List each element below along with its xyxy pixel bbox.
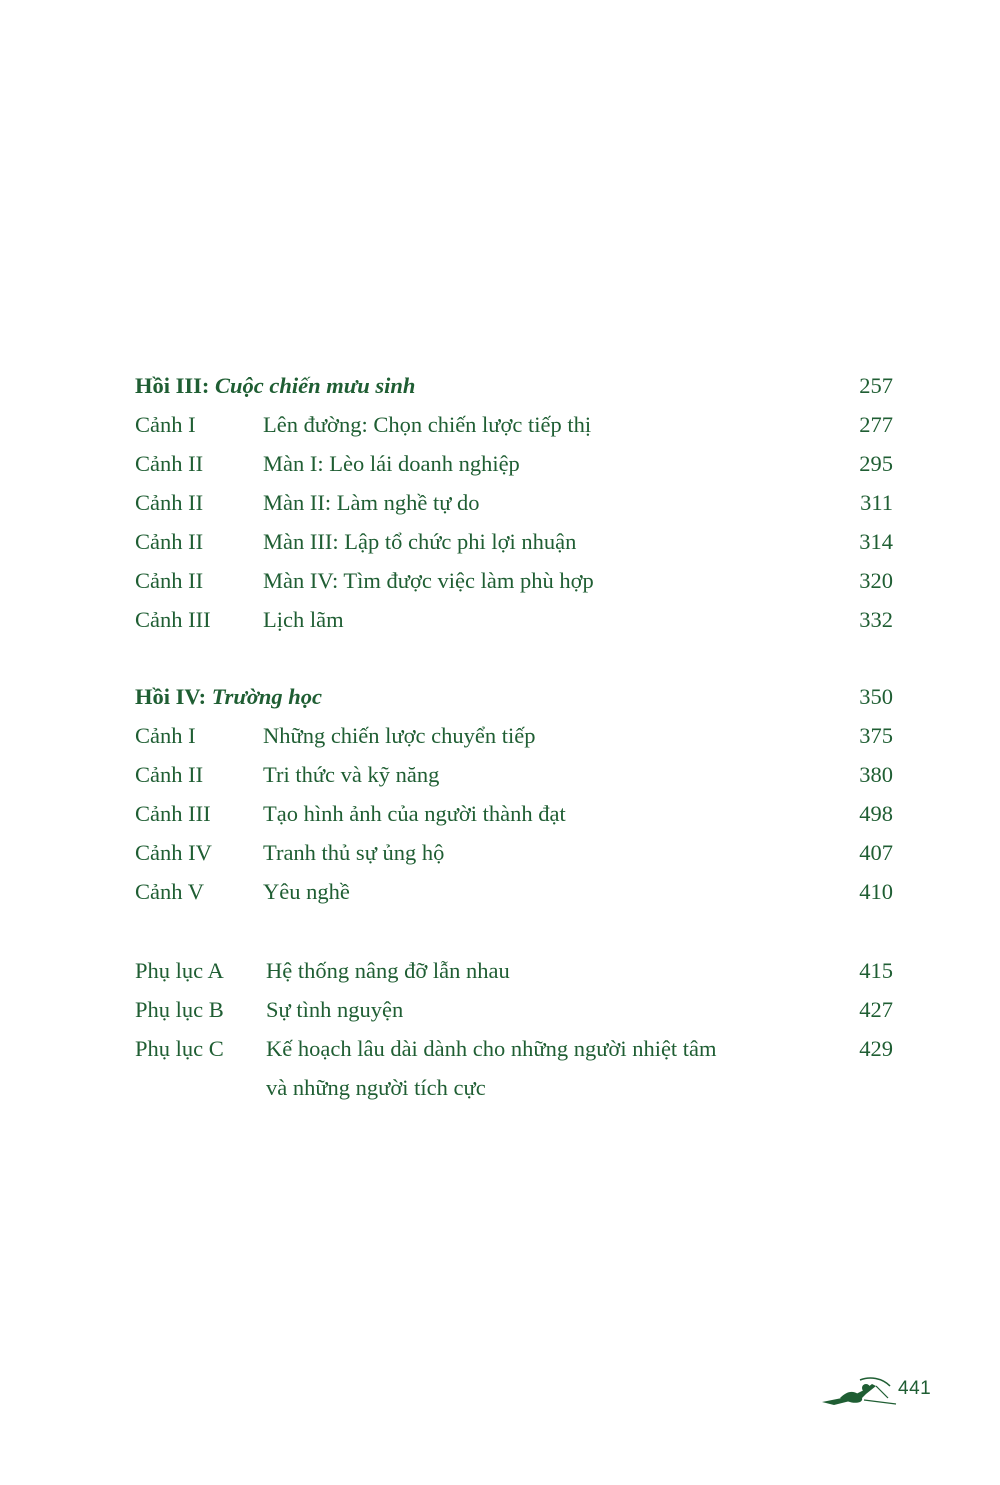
page-number: 277 bbox=[859, 412, 893, 437]
page-number: 311 bbox=[860, 490, 893, 515]
entry-title: Màn II: Làm nghề tự do bbox=[263, 490, 480, 515]
page-number-footer: 441 bbox=[898, 1378, 932, 1399]
appendix-label: Phụ lục C bbox=[135, 1036, 224, 1061]
part-title-prefix: Hồi III: bbox=[135, 373, 210, 398]
scene-label: Cảnh I bbox=[135, 723, 196, 748]
page-number: 314 bbox=[859, 529, 893, 554]
toc-entry[interactable] bbox=[135, 798, 895, 837]
toc-entry[interactable] bbox=[135, 837, 895, 876]
appendix-label: Phụ lục B bbox=[135, 997, 224, 1022]
entry-title: Màn I: Lèo lái doanh nghiệp bbox=[263, 451, 520, 476]
entry-title: Hệ thống nâng đỡ lẫn nhau bbox=[266, 958, 510, 983]
scene-label: Cảnh IV bbox=[135, 840, 212, 865]
toc-entry[interactable] bbox=[135, 1033, 895, 1072]
toc-entry[interactable] bbox=[135, 994, 895, 1033]
toc-entry[interactable] bbox=[135, 565, 895, 604]
scene-label: Cảnh III bbox=[135, 801, 211, 826]
page-number: 407 bbox=[859, 840, 893, 865]
part-heading[interactable] bbox=[135, 370, 895, 409]
entry-title: Màn III: Lập tổ chức phi lợi nhuận bbox=[263, 529, 577, 554]
page-number: 498 bbox=[859, 801, 893, 826]
entry-title: Tri thức và kỹ năng bbox=[263, 762, 440, 787]
toc-entry[interactable] bbox=[135, 409, 895, 448]
part-title-prefix: Hồi IV: bbox=[135, 684, 207, 709]
toc-section-part-3 bbox=[135, 370, 895, 643]
scene-label: Cảnh II bbox=[135, 451, 204, 476]
entry-title: Tranh thủ sự ủng hộ bbox=[263, 840, 445, 865]
toc-entry[interactable] bbox=[135, 759, 895, 798]
toc-section-appendices bbox=[135, 955, 895, 1112]
part-title-subtitle: Trường học bbox=[211, 684, 323, 709]
entry-title: Lịch lãm bbox=[263, 607, 344, 632]
scene-label: Cảnh II bbox=[135, 568, 204, 593]
entry-title: Lên đường: Chọn chiến lược tiếp thị bbox=[263, 412, 592, 437]
scene-label: Cảnh II bbox=[135, 762, 204, 787]
page-number: 320 bbox=[859, 568, 893, 593]
page-number: 375 bbox=[859, 723, 893, 748]
entry-title: Những chiến lược chuyển tiếp bbox=[263, 723, 536, 748]
part-heading[interactable] bbox=[135, 681, 895, 720]
appendix-label: Phụ lục A bbox=[135, 958, 224, 983]
entry-title: Yêu nghề bbox=[263, 879, 350, 904]
entry-title-continuation: và những người tích cực bbox=[266, 1075, 486, 1100]
page-number: 415 bbox=[859, 958, 893, 983]
page-number: 429 bbox=[859, 1036, 893, 1061]
scene-label: Cảnh II bbox=[135, 529, 204, 554]
toc-entry[interactable] bbox=[135, 526, 895, 565]
part-title-subtitle: Cuộc chiến mưu sinh bbox=[215, 373, 416, 398]
page-number: 380 bbox=[859, 762, 893, 787]
toc-entry[interactable] bbox=[135, 448, 895, 487]
toc-entry-continuation bbox=[135, 1072, 895, 1112]
scene-label: Cảnh I bbox=[135, 412, 196, 437]
entry-title: Sự tình nguyện bbox=[266, 997, 404, 1022]
toc-section-part-4 bbox=[135, 681, 895, 915]
page-number: 295 bbox=[859, 451, 893, 476]
toc-entry[interactable] bbox=[135, 876, 895, 915]
page-number: 350 bbox=[859, 684, 893, 709]
running-figure-icon bbox=[820, 1374, 900, 1410]
toc-entry[interactable] bbox=[135, 720, 895, 759]
page-number: 257 bbox=[859, 373, 893, 398]
scene-label: Cảnh III bbox=[135, 607, 211, 632]
toc-entry[interactable] bbox=[135, 955, 895, 994]
page-number: 427 bbox=[859, 997, 893, 1022]
toc-entry[interactable] bbox=[135, 604, 895, 643]
page-footer bbox=[820, 1372, 930, 1412]
page-number: 410 bbox=[859, 879, 893, 904]
entry-title: Màn IV: Tìm được việc làm phù hợp bbox=[263, 568, 594, 593]
scene-label: Cảnh V bbox=[135, 879, 204, 904]
entry-title: Tạo hình ảnh của người thành đạt bbox=[263, 801, 566, 826]
scene-label: Cảnh II bbox=[135, 490, 204, 515]
page-number: 332 bbox=[859, 607, 893, 632]
toc-entry[interactable] bbox=[135, 487, 895, 526]
entry-title: Kế hoạch lâu dài dành cho những người nhiệt tâm bbox=[266, 1036, 717, 1061]
